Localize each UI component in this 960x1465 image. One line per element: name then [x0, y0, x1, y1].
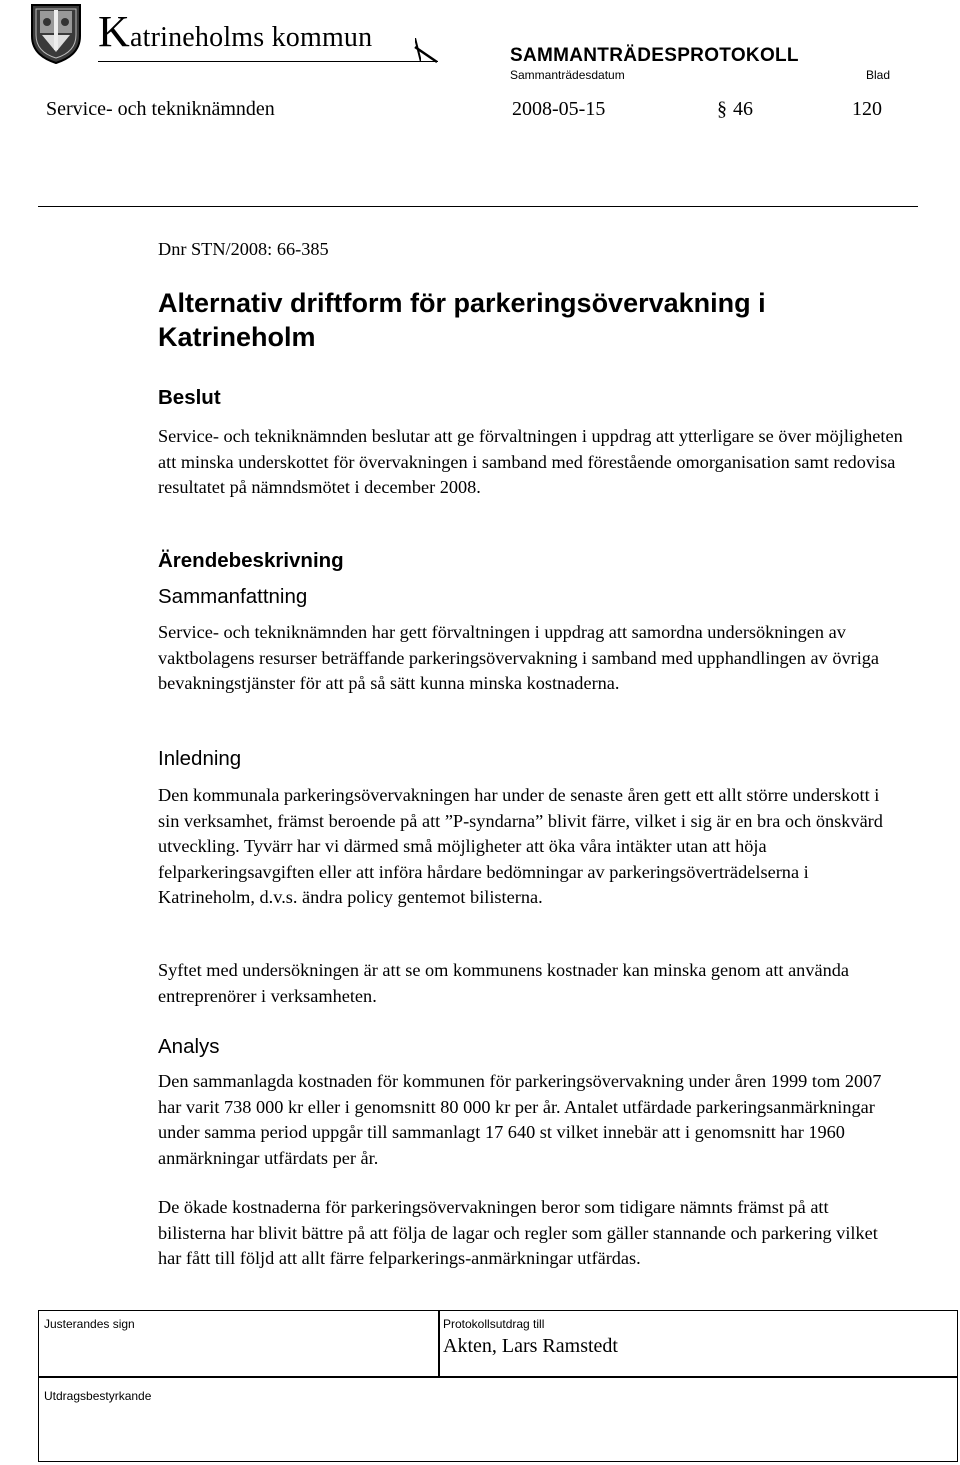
- protokollsutdrag-label: Protokollsutdrag till: [443, 1317, 545, 1331]
- beslut-heading: Beslut: [158, 386, 221, 409]
- arendebeskrivning-heading: Ärendebeskrivning: [158, 549, 344, 572]
- protokollsutdrag-box: [438, 1310, 958, 1378]
- page-title: Alternativ driftform för parkeringsövervakning i Katrineholm: [158, 288, 766, 352]
- committee-name: Service- och tekniknämnden: [46, 98, 275, 120]
- utdragsbestyrkande-box: [38, 1376, 958, 1462]
- analys-heading: Analys: [158, 1035, 220, 1058]
- municipality-wordmark: [98, 6, 372, 66]
- header-divider: [38, 206, 918, 207]
- meeting-date: 2008-05-15: [512, 98, 606, 120]
- protokollsutdrag-recipients: Akten, Lars Ramstedt: [443, 1335, 618, 1357]
- inledning-text: Den kommunala parkeringsövervakningen har under de senaste åren gett ett allt större underskott i sin verksamhet, främst beroende på att ”P-syndarna” blivit färre, vilket i sig är en bra och önskvärd utveckling. Tyvärr har vi därmed små möjligheter att öka våra intäkter utan att höja felparkeringsavgiften eller att införa hårdare bedömningar av parkeringsöverträdelserna i Katrineholm, d.v.s. ändra policy gentemot bilisterna.: [158, 785, 883, 907]
- document-type: SAMMANTRÄDESPROTOKOLL: [510, 45, 799, 66]
- analys-text: De ökade kostnaderna för parkeringsövervakningen beror som tidigare nämnts främst på att bilisterna har blivit bättre på att följa de lagar och regler som gäller stannande och parkering vilket har fått till följd att allt färre felparkerings-anmärkningar utfärdas.: [158, 1197, 878, 1268]
- paragraph-number: 46: [733, 98, 753, 120]
- meeting-meta-row: [0, 98, 960, 128]
- municipality-name: Katrineholms kommun: [98, 7, 373, 56]
- page-number: 120: [852, 98, 882, 120]
- municipal-coat-of-arms-logo: [30, 2, 82, 64]
- beslut-text: Service- och tekniknämnden beslutar att ge förvaltningen i uppdrag att ytterligare se över möjligheten att minska underskottet för övervakningen i samband med förestående omorganisation samt redovisa resultatet på nämndsmötet i december 2008.: [158, 426, 903, 497]
- page-label: Blad: [866, 68, 891, 82]
- diary-number: Dnr STN/2008: 66-385: [158, 239, 329, 259]
- utdragsbestyrkande-label: Utdragsbestyrkande: [44, 1389, 152, 1403]
- justerandes-sign-box: [38, 1310, 440, 1378]
- inledning-text: Syftet med undersökningen är att se om kommunens kostnader kan minska genom att använda entreprenörer i verksamheten.: [158, 960, 849, 1006]
- paragraph-symbol: §: [717, 98, 727, 120]
- wordmark-slash-icon: [413, 46, 441, 64]
- sammanfattning-text: Service- och tekniknämnden har gett förvaltningen i uppdrag att samordna undersökningen av vaktbolagens resurser beträffande parkeringsövervakning i samband med upphandlingen av övriga bevakningstjänster för att på så sätt kunna minska kostnaderna.: [158, 622, 880, 693]
- wordmark-underline: [98, 61, 438, 62]
- inledning-heading: Inledning: [158, 747, 242, 770]
- justerandes-sign-label: Justerandes sign: [44, 1317, 135, 1331]
- analys-text: Den sammanlagda kostnaden för kommunen för parkeringsövervakning under åren 1999 tom 2007 har varit 738 000 kr eller i genomsnitt 80 000 kr per år. Antalet utfärdade parkeringsanmärkningar under samma period uppgår till sammanlagt 17 640 st vilket innebär att i genomsnitt har 1960 anmärkningar utfärdats per år.: [158, 1071, 882, 1168]
- sammanfattning-heading: Sammanfattning: [158, 585, 308, 608]
- meeting-date-label: Sammanträdesdatum: [510, 68, 625, 82]
